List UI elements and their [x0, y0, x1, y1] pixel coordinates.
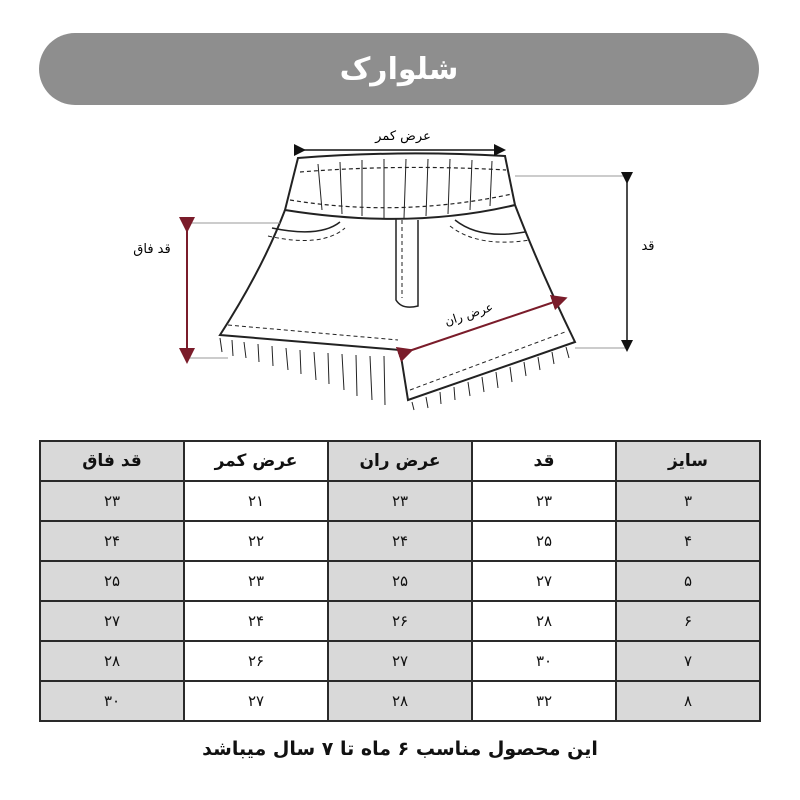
header-thigh: عرض ران — [328, 441, 472, 481]
cell-thigh: ۲۳ — [328, 481, 472, 521]
cell-waist: ۲۲ — [184, 521, 328, 561]
cell-rise: ۲۷ — [40, 601, 184, 641]
title-banner — [39, 33, 759, 105]
table-row — [40, 641, 760, 681]
cell-size: ۸ — [616, 681, 760, 721]
cell-length: ۳۲ — [472, 681, 616, 721]
cell-size: ۴ — [616, 521, 760, 561]
rise-label: قد فاق — [133, 242, 171, 257]
table-row — [40, 601, 760, 641]
header-length: قد — [472, 441, 616, 481]
cell-thigh: ۲۴ — [328, 521, 472, 561]
table-row — [40, 561, 760, 601]
cell-size: ۳ — [616, 481, 760, 521]
cell-thigh: ۲۸ — [328, 681, 472, 721]
cell-size: ۶ — [616, 601, 760, 641]
header-waist: عرض کمر — [184, 441, 328, 481]
table-header-row — [40, 441, 760, 481]
age-note: این محصول مناسب ۶ ماه تا ۷ سال میباشد — [202, 738, 598, 760]
cell-rise: ۲۴ — [40, 521, 184, 561]
cell-rise: ۲۸ — [40, 641, 184, 681]
header-rise: قد فاق — [40, 441, 184, 481]
cell-waist: ۲۴ — [184, 601, 328, 641]
cell-waist: ۲۱ — [184, 481, 328, 521]
cell-waist: ۲۶ — [184, 641, 328, 681]
cell-waist: ۲۳ — [184, 561, 328, 601]
size-table — [39, 440, 761, 722]
cell-thigh: ۲۷ — [328, 641, 472, 681]
table-row — [40, 521, 760, 561]
cell-length: ۲۵ — [472, 521, 616, 561]
header-size: سایز — [616, 441, 760, 481]
cell-length: ۲۷ — [472, 561, 616, 601]
shorts-diagram — [0, 110, 800, 420]
cell-rise: ۲۳ — [40, 481, 184, 521]
cell-rise: ۳۰ — [40, 681, 184, 721]
cell-length: ۳۰ — [472, 641, 616, 681]
page-title: شلوارک — [339, 51, 459, 87]
table-row — [40, 481, 760, 521]
cell-waist: ۲۷ — [184, 681, 328, 721]
cell-size: ۵ — [616, 561, 760, 601]
cell-length: ۲۸ — [472, 601, 616, 641]
cell-length: ۲۳ — [472, 481, 616, 521]
table-row — [40, 681, 760, 721]
thigh-label: عرض ران — [442, 299, 495, 329]
waist-label: عرض کمر — [375, 129, 431, 144]
cell-rise: ۲۵ — [40, 561, 184, 601]
cell-thigh: ۲۶ — [328, 601, 472, 641]
length-label: قد — [641, 239, 655, 254]
cell-size: ۷ — [616, 641, 760, 681]
cell-thigh: ۲۵ — [328, 561, 472, 601]
shorts-outline — [220, 153, 575, 410]
